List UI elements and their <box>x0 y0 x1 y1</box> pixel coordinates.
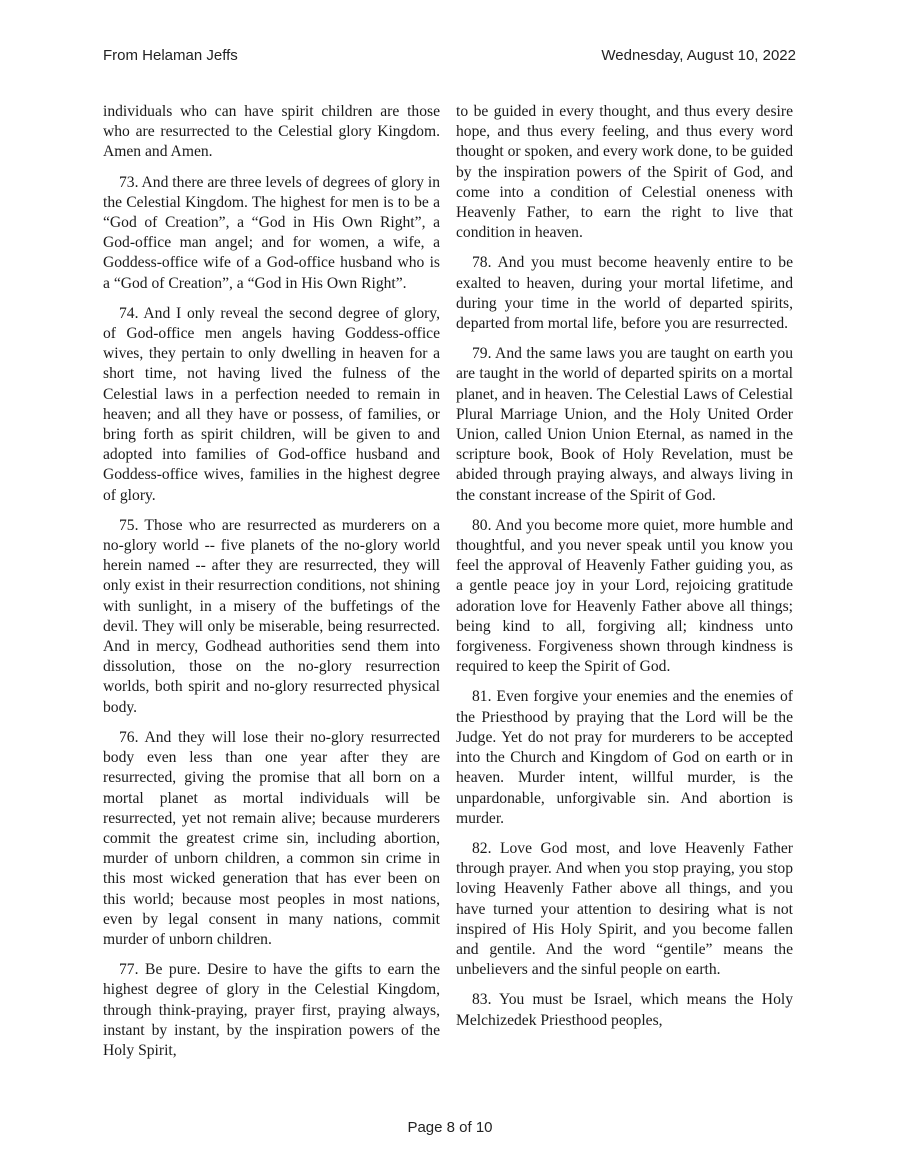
paragraph: 76. And they will lose their no-glory resurrected body even less than one year after they are resurrected, giving the promise that all born on a mortal planet as mortal individuals will be resurrected, yet not remain alive; because murderers commit the greatest crime sin, including abortion, murder of unborn children, a common sin crime in this most wicked generation that has ever been on this world; because most peoples in most nations, even by legal consent in many nations, commit murder of unborn children. <box>103 728 440 948</box>
paragraph: 77. Be pure. Desire to have the gifts to earn the highest degree of glory in the Celestial Kingdom, through think-praying, prayer first, praying always, instant by instant, by the inspiration powers of the Holy Spirit, <box>103 961 440 1059</box>
paragraph: 78. And you must become heavenly entire to be exalted to heaven, during your mortal lifetime, and during your time in the world of departed spirits, departed from mortal life, before you are resurrected. <box>456 254 793 333</box>
paragraph: individuals who can have spirit children are those who are resurrected to the Celestial glory Kingdom. Amen and Amen. <box>103 103 440 161</box>
left-column <box>103 102 440 1071</box>
paragraph: 82. Love God most, and love Heavenly Father through prayer. And when you stop praying, you stop loving Heavenly Father above all things, and you have turned your attention to desiring what is not inspired of His Holy Spirit, and you become fallen and gentile. And the word “gentile” means the unbelievers and the sinful people on earth. <box>456 839 793 979</box>
right-column <box>456 102 793 1071</box>
header-author: From Helaman Jeffs <box>103 47 238 64</box>
text-columns <box>103 102 793 1071</box>
paragraph: 74. And I only reveal the second degree of glory, of God-office men angels having Goddess-office wives, they pertain to only dwelling in heaven for a short time, not having lived the fulness of the Celestial laws in a perfection needed to remain in heaven; and all they have or possess, of families, or bring forth as spirit children, will be given to and adopted into families of God-office husband and Goddess-office wives, families in the highest degree of glory. <box>103 304 440 504</box>
paragraph: 81. Even forgive your enemies and the enemies of the Priesthood by praying that the Lord will be the Judge. Yet do not pray for murderers to be accepted into the Church and Kingdom of God on earth or in heaven. Murder intent, willful murder, is the unpardonable, unforgivable sin. And abortion is murder. <box>456 688 793 827</box>
paragraph: 75. Those who are resurrected as murderers on a no-glory world -- five planets of the no-glory world herein named -- after they are resurrected, they will only exist in their resurrection conditions, not shining with sunlight, in a misery of the buffetings of the devil. They will only be miserable, being resurrected. And in mercy, Godhead authorities send them into dissolution, those on the no-glory resurrection worlds, both spirit and no-glory resurrected physical body. <box>103 516 440 716</box>
paragraph: 73. And there are three levels of degrees of glory in the Celestial Kingdom. The highest for men is to be a “God of Creation”, a “God in His Own Right”, a God-office man angel; and for women, a wife, a Goddess-office wife of a God-office husband who is a “God of Creation”, a “God in His Own Right”. <box>103 173 440 292</box>
header-date: Wednesday, August 10, 2022 <box>601 47 796 64</box>
paragraph: to be guided in every thought, and thus every desire hope, and thus every feeling, and thus every word thought or spoken, and every work done, to be guided by the inspiration powers of the Spirit of God, and come into a condition of Celestial oneness with Heavenly Father, to earn the right to live that condition in heaven. <box>456 103 793 242</box>
paragraph: 79. And the same laws you are taught on earth you are taught in the world of departed spirits on a mortal planet, and in heaven. The Celestial Laws of Celestial Plural Marriage Union, and the Holy United Order Union, called Union Union Eternal, as named in the scripture book, Book of Holy Revelation, must be abided through praying always, and always living in the constant increase of the Spirit of God. <box>456 345 793 504</box>
paragraph: 80. And you become more quiet, more humble and thoughtful, and you never speak until you know you feel the approval of Heavenly Father guiding you, as a gentle peace joy in your Lord, rejoicing gratitude adoration love for Heavenly Father above all things; being kind to all, forgiving all; kindness unto forgiveness. Forgiveness shown through kindness is required to keep the Spirit of God. <box>456 516 793 676</box>
page-number: Page 8 of 10 <box>407 1119 493 1136</box>
page-header <box>103 47 796 64</box>
paragraph: 83. You must be Israel, which means the Holy Melchizedek Priesthood peoples, <box>456 991 793 1029</box>
